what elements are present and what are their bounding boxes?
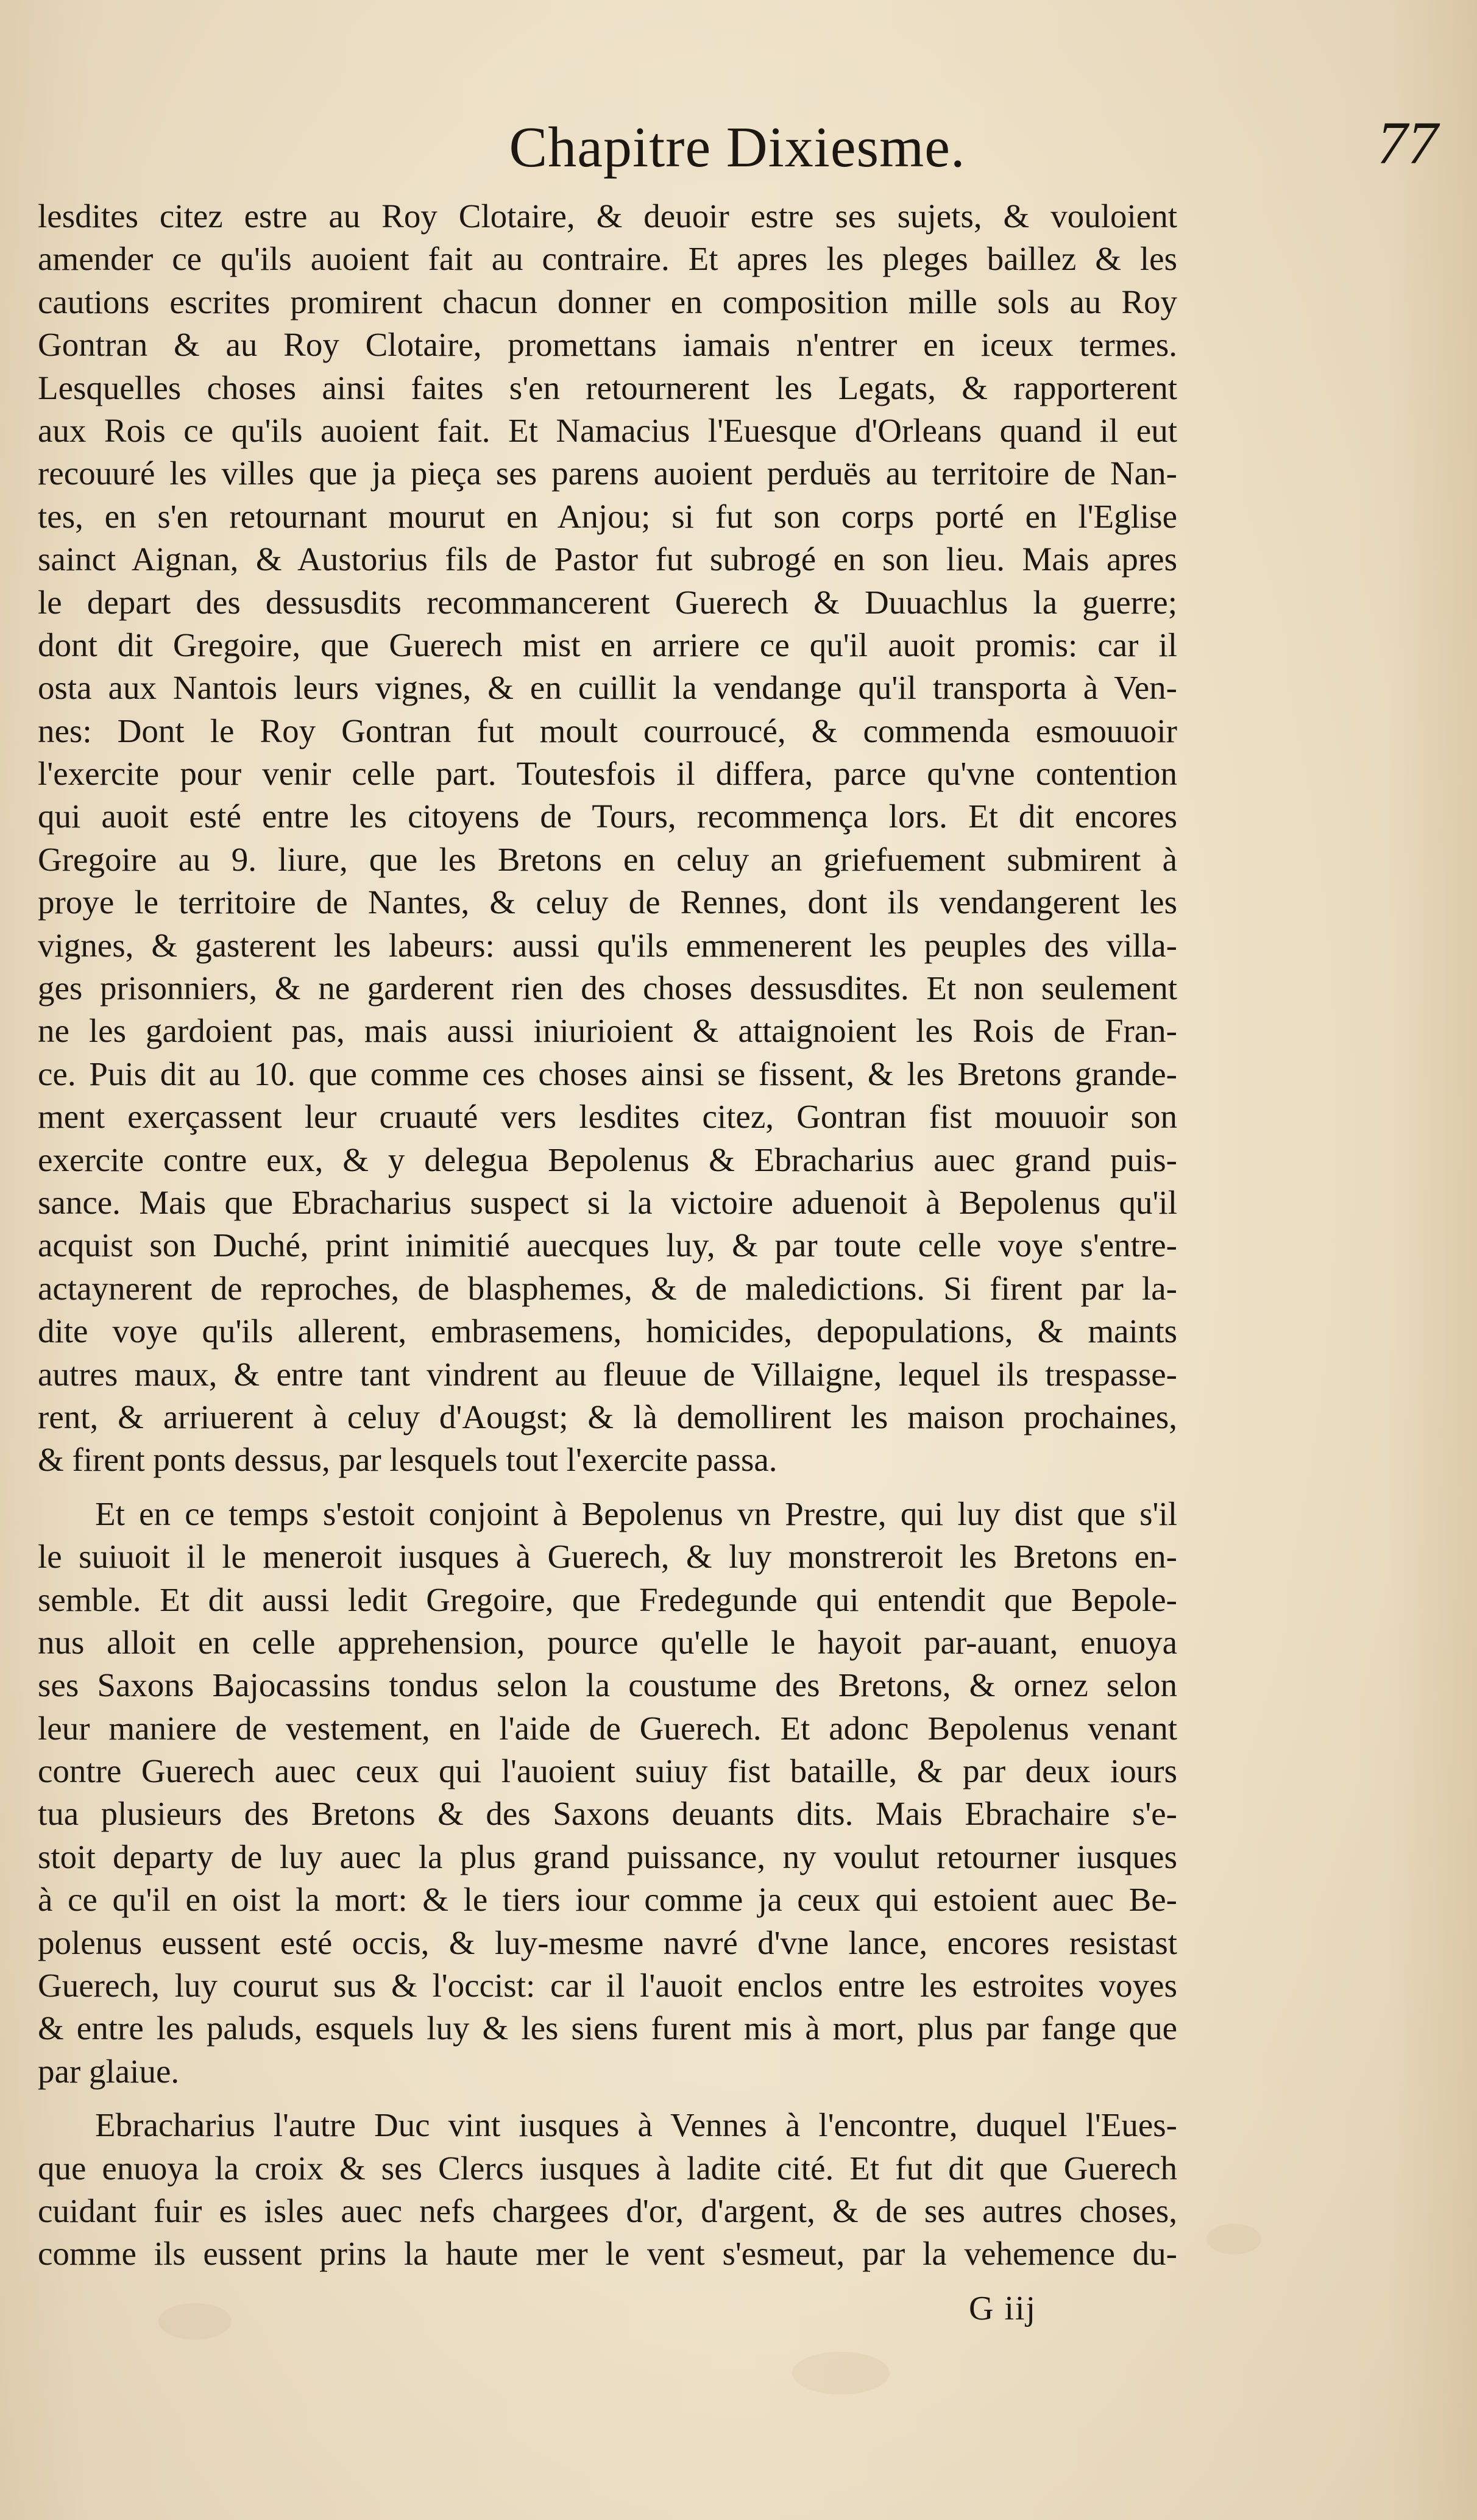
text-line: dont dit Gregoire, que Guerech mist en arriere ce qu'il auoit promis: car il [38,626,1177,664]
text-line: nes: Dont le Roy Gontran fut moult courroucé, & commenda esmouuoir [38,712,1177,749]
text-line: lesdites citez estre au Roy Clotaire, & deuoir estre ses sujets, & vouloient [38,197,1177,235]
text-line: polenus eussent esté occis, & luy-mesme navré d'vne lance, encores resistast [38,1924,1177,1961]
text-line: vignes, & gasterent les labeurs: aussi qu'ils emmenerent les peuples des villa- [38,926,1177,964]
text-line: cautions escrites promirent chacun donner en composition mille sols au Roy [38,283,1177,320]
paper-stain [1206,2224,1261,2254]
text-line: que enuoya la croix & ses Clercs iusques à ladite cité. Et fut dit que Guerech [38,2149,1177,2187]
text-line: autres maux, & entre tant vindrent au fleuue de Villaigne, lequel ils trespasse- [38,1355,1177,1393]
text-line: & firent ponts dessus, par lesquels tout l'exercite passa. [38,1441,777,1479]
body-text [38,195,1177,2276]
text-line: Gontran & au Roy Clotaire, promettans iamais n'entrer en iceux termes. [38,326,1177,364]
text-line: ce. Puis dit au 10. que comme ces choses ainsi se fissent, & les Bretons grande- [38,1055,1177,1092]
text-line: ment exerçassent leur cruauté vers lesdites citez, Gontran fist mouuoir son [38,1098,1177,1136]
text-line: Et en ce temps s'estoit conjoint à Bepolenus vn Prestre, qui luy dist que s'il [95,1495,1177,1532]
paragraph-2 [38,1493,1177,2093]
signature-mark: G iij [969,2290,1037,2327]
paragraph-gap [38,1482,1177,1493]
page-header [37,104,1438,195]
text-line: tes, en s'en retournant mourut en Anjou; si fut son corps porté en l'Eglise [38,497,1177,535]
text-line: par glaiue. [38,2052,180,2090]
text-line: amender ce qu'ils auoient fait au contraire. Et apres les pleges baillez & les [38,240,1177,278]
page-number: 77 [1377,109,1438,177]
paragraph-gap [38,2093,1177,2104]
paragraph-1 [38,195,1177,1482]
running-title: Chapitre Dixiesme. [509,116,966,179]
text-line: ges prisonniers, & ne garderent rien des choses dessusdites. Et non seulement [38,969,1177,1007]
text-line: actaynerent de reproches, de blasphemes, & de maledictions. Si firent par la- [38,1269,1177,1307]
text-line: Gregoire au 9. liure, que les Bretons en celuy an griefuement submirent à [38,840,1177,878]
text-line: ne les gardoient pas, mais aussi iniurioient & attaignoient les Rois de Fran- [38,1012,1177,1050]
text-line: aux Rois ce qu'ils auoient fait. Et Namacius l'Euesque d'Orleans quand il eut [38,411,1177,449]
text-line: à ce qu'il en oist la mort: & le tiers iour comme ja ceux qui estoient auec Be- [38,1881,1177,1919]
text-line: comme ils eussent prins la haute mer le vent s'esmeut, par la vehemence du- [38,2235,1177,2273]
text-line: rent, & arriuerent à celuy d'Aougst; & là demollirent les maison prochaines, [38,1398,1177,1435]
text-line: & entre les paluds, esquels luy & les siens furent mis à mort, plus par fange que [38,2009,1177,2047]
paper-stain [792,2352,890,2394]
text-line: contre Guerech auec ceux qui l'auoient suiuy fist bataille, & par deux iours [38,1752,1177,1790]
text-line: le depart des dessusdits recommancerent Guerech & Duuachlus la guerre; [38,583,1177,621]
text-line: leur maniere de vestement, en l'aide de Guerech. Et adonc Bepolenus venant [38,1709,1177,1747]
paper-stain [158,2303,232,2340]
text-line: dite voye qu'ils allerent, embrasemens, homicides, depopulations, & maints [38,1312,1177,1350]
text-line: osta aux Nantois leurs vignes, & en cuillit la vendange qu'il transporta à Ven- [38,669,1177,707]
text-line: stoit departy de luy auec la plus grand puissance, ny voulut retourner iusques [38,1838,1177,1875]
text-line: proye le territoire de Nantes, & celuy de Rennes, dont ils vendangerent les [38,883,1177,921]
text-line: qui auoit esté entre les citoyens de Tours, recommença lors. Et dit encores [38,798,1177,835]
text-line: recouuré les villes que ja pieça ses parens auoient perduës au territoire de Nan- [38,455,1177,492]
text-line: ses Saxons Bajocassins tondus selon la coustume des Bretons, & ornez selon [38,1666,1177,1704]
text-line: Ebracharius l'autre Duc vint iusques à Vennes à l'encontre, duquel l'Eues- [95,2106,1177,2144]
text-line: Lesquelles choses ainsi faites s'en retournerent les Legats, & rapporterent [38,369,1177,406]
text-line: nus alloit en celle apprehension, pource qu'elle le hayoit par-auant, enuoya [38,1623,1177,1661]
text-line: Guerech, luy courut sus & l'occist: car il l'auoit enclos entre les estroites voyes [38,1967,1177,2005]
text-line: l'exercite pour venir celle part. Toutesfois il differa, parce qu'vne contention [38,755,1177,793]
text-line: acquist son Duché, print inimitié auecques luy, & par toute celle voye s'entre- [38,1226,1177,1264]
text-line: exercite contre eux, & y delegua Bepolenus & Ebracharius auec grand puis- [38,1141,1177,1178]
text-line: cuidant fuir es isles auec nefs chargees d'or, d'argent, & de ses autres choses, [38,2192,1177,2229]
text-line: sainct Aignan, & Austorius fils de Pastor fut subrogé en son lieu. Mais apres [38,540,1177,578]
text-line: semble. Et dit aussi ledit Gregoire, que Fredegunde qui entendit que Bepole- [38,1580,1177,1618]
text-line: sance. Mais que Ebracharius suspect si la victoire aduenoit à Bepolenus qu'il [38,1183,1177,1221]
paragraph-3 [38,2104,1177,2276]
text-line: tua plusieurs des Bretons & des Saxons deuants dits. Mais Ebrachaire s'e- [38,1795,1177,1833]
text-line: le suiuoit il le meneroit iusques à Guerech, & luy monstreroit les Bretons en- [38,1538,1177,1576]
